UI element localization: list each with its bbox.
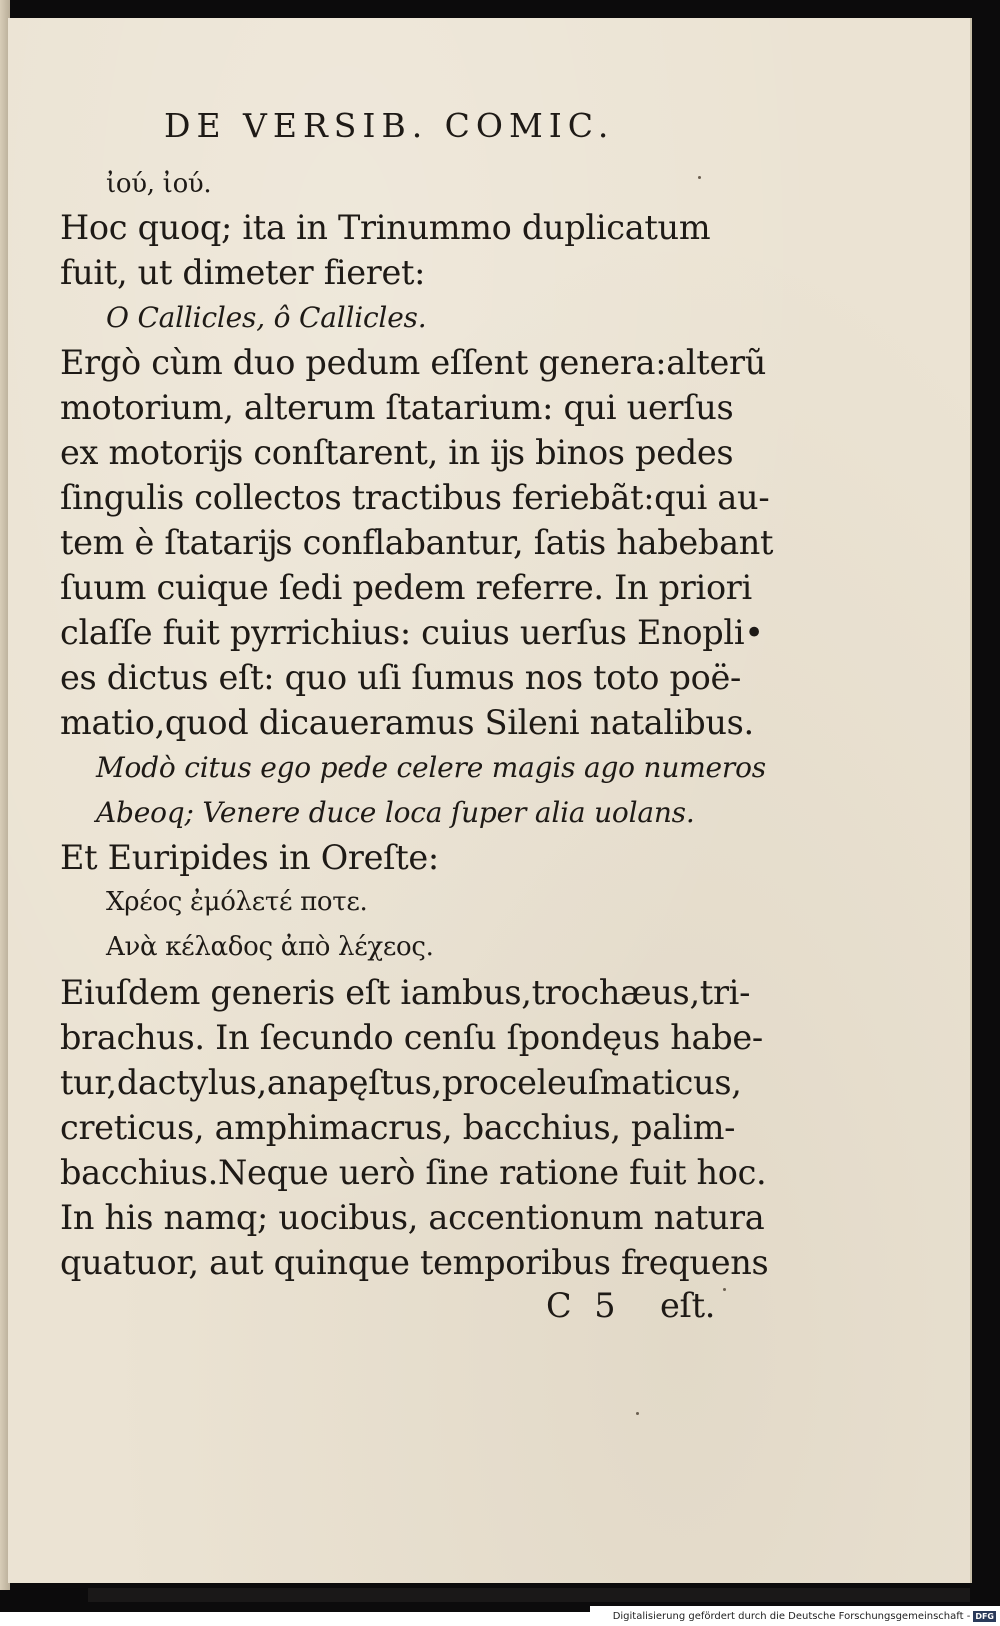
text-line-24: In his namq; uocibus, accentionum natura [60,1198,765,1237]
text-line-9: tem è ſtatarĳs conflabantur, ſatis habebant [60,523,774,562]
paper-speck [636,1412,639,1415]
text-line-3: fuit, ut dimeter fieret: [60,253,426,292]
dfg-logo: DFG [975,1611,994,1621]
greek-verse-1: Χρέος ἐμόλετέ ποτε. [106,887,368,917]
text-line-7: ex motorĳs conſtarent, in ĳs binos pedes [60,433,734,472]
text-line-16: Et Euripides in Oreſte: [60,838,439,877]
text-line-21: tur,dactylus,anapęſtus,proceleuſmaticus, [60,1063,742,1102]
text-line-13: matio,quod dicaueramus Sileni natalibus. [60,703,754,742]
text-line-5: Ergò cùm duo pedum eſſent genera:alterũ [60,343,766,382]
text-line-23: bacchius.Neque uerò ſine ratione fuit hoc. [60,1153,767,1192]
catchword: eſt. [660,1286,716,1325]
text-line-1: ἰού, ἰού. [106,169,212,199]
text-line-10: ſuum cuique ſedi pedem referre. In priori [60,568,752,607]
running-title: DE VERSIB. COMIC. [164,106,615,145]
text-line-8: ſingulis collectos tractibus feriebãt:qui au- [60,478,770,517]
verse-line-callicles: O Callicles, ô Callicles. [106,301,427,334]
text-line-19: Eiuſdem generis eſt iambus,trochæus,tri- [60,973,751,1012]
greek-verse-2: Ανὰ κέλαδος ἀπὸ λέχεος. [106,932,434,962]
signature-mark: C 5 [546,1286,622,1325]
text-line-12: es dictus eſt: quo uſi ſumus nos toto poë- [60,658,742,697]
verse-line-1: Modò citus ego pede celere magis ago numeros [96,751,766,784]
credit-text: Digitalisierung gefördert durch die Deutsche Forschungsgemeinschaft - [612,1610,971,1622]
text-line-2: Hoc quoq; ita in Trinummo duplicatum [60,208,711,247]
text-line-22: creticus, amphimacrus, bacchius, palim- [60,1108,736,1147]
verse-line-2: Abeoq; Venere duce loca ſuper alia uolans. [96,796,695,829]
text-line-25: quatuor, aut quinque temporibus frequens [60,1243,769,1282]
paper-speck [723,1288,726,1291]
text-line-11: claſſe fuit pyrrichius: cuius uerſus Enopli• [60,613,764,652]
digitization-credit [590,1606,1000,1626]
text-line-20: brachus. In ſecundo cenſu ſpondęus habe- [60,1018,763,1057]
text-line-6: motorium, alterum ſtatarium: qui uerſus [60,388,734,427]
page-shadow-bottom [88,1588,970,1602]
paper-speck [698,176,701,179]
